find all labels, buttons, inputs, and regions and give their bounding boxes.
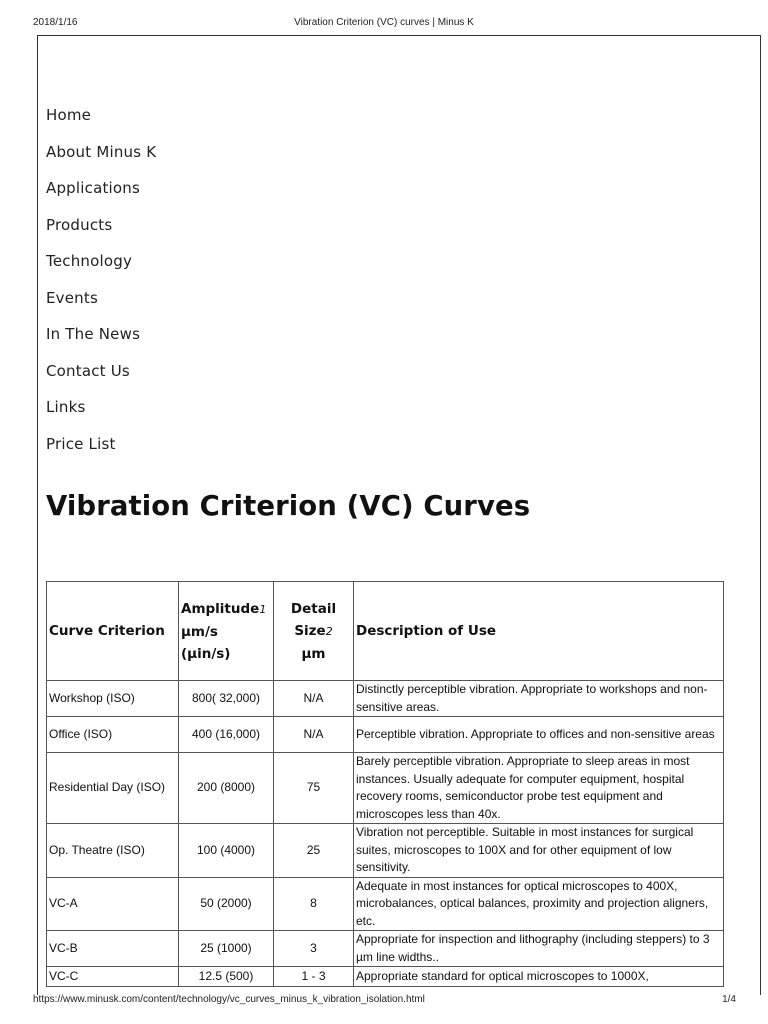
nav-item-technology[interactable] bbox=[46, 250, 156, 287]
nav-link-news[interactable]: In The News bbox=[46, 325, 141, 343]
row-detail-size: 1 - 3 bbox=[274, 967, 354, 987]
row-description: Vibration not perceptible. Suitable in most instances for surgical suites, microscopes to 100X and for other equipment of low sensitivity. bbox=[354, 824, 724, 878]
row-detail-size: N/A bbox=[274, 717, 354, 753]
vc-curves-table bbox=[46, 581, 724, 987]
row-amplitude: 400 (16,000) bbox=[179, 717, 274, 753]
nav-link-technology[interactable]: Technology bbox=[46, 252, 133, 270]
nav-link-links[interactable]: Links bbox=[46, 398, 86, 416]
nav-item-events[interactable] bbox=[46, 287, 156, 324]
table-row bbox=[47, 681, 724, 717]
nav-item-products[interactable] bbox=[46, 214, 156, 251]
header-description: Description of Use bbox=[354, 582, 724, 681]
table-row bbox=[47, 877, 724, 931]
header-amplitude: Amplitude1 µm/s (µin/s) bbox=[179, 582, 274, 681]
nav-item-links[interactable] bbox=[46, 396, 156, 433]
row-description: Appropriate standard for optical microscopes to 1000X, bbox=[354, 967, 724, 987]
row-amplitude: 200 (8000) bbox=[179, 753, 274, 824]
table-row bbox=[47, 967, 724, 987]
table-header-row bbox=[47, 582, 724, 681]
nav-link-about[interactable]: About Minus K bbox=[46, 142, 157, 161]
header-curve-criterion: Curve Criterion bbox=[47, 582, 179, 681]
row-description: Perceptible vibration. Appropriate to offices and non-sensitive areas bbox=[354, 717, 724, 753]
table-row bbox=[47, 753, 724, 824]
nav-link-home[interactable]: Home bbox=[46, 106, 92, 124]
nav-link-contact[interactable]: Contact Us bbox=[46, 361, 130, 380]
nav-link-products[interactable]: Products bbox=[46, 215, 113, 234]
page-content bbox=[37, 35, 761, 995]
row-description: Barely perceptible vibration. Appropriate to sleep areas in most instances. Usually adequate for computer equipment, hospital recovery rooms, semiconductor probe test equipment and microscopes less than 40x. bbox=[354, 753, 724, 824]
row-amplitude: 12.5 (500) bbox=[179, 967, 274, 987]
row-description: Distinctly perceptible vibration. Appropriate to workshops and non-sensitive areas. bbox=[354, 681, 724, 717]
row-amplitude: 25 (1000) bbox=[179, 931, 274, 967]
row-detail-size: 3 bbox=[274, 931, 354, 967]
row-amplitude: 50 (2000) bbox=[179, 877, 274, 931]
nav-item-about[interactable] bbox=[46, 141, 156, 178]
nav-link-events[interactable]: Events bbox=[46, 288, 98, 307]
nav-item-applications[interactable] bbox=[46, 177, 156, 214]
print-page-number: 1/4 bbox=[722, 994, 736, 1005]
nav-item-price-list[interactable] bbox=[46, 433, 156, 470]
row-criterion: VC-C bbox=[47, 967, 179, 987]
row-criterion: VC-B bbox=[47, 931, 179, 967]
print-footer bbox=[0, 994, 768, 1008]
row-detail-size: 8 bbox=[274, 877, 354, 931]
row-criterion: Op. Theatre (ISO) bbox=[47, 824, 179, 878]
print-page-title: Vibration Criterion (VC) curves | Minus K bbox=[294, 17, 474, 28]
header-detail-size: Detail Size2 µm bbox=[274, 582, 354, 681]
print-url: https://www.minusk.com/content/technology/vc_curves_minus_k_vibration_isolation.html bbox=[33, 994, 425, 1005]
nav-item-news[interactable] bbox=[46, 323, 156, 360]
print-header bbox=[0, 17, 768, 31]
row-criterion: Residential Day (ISO) bbox=[47, 753, 179, 824]
nav-link-price-list[interactable]: Price List bbox=[46, 434, 116, 453]
row-description: Appropriate for inspection and lithography (including steppers) to 3 µm line widths.. bbox=[354, 931, 724, 967]
row-amplitude: 100 (4000) bbox=[179, 824, 274, 878]
row-detail-size: 25 bbox=[274, 824, 354, 878]
nav-item-home[interactable] bbox=[46, 104, 156, 141]
table-row bbox=[47, 717, 724, 753]
print-date: 2018/1/16 bbox=[33, 17, 78, 28]
row-criterion: Workshop (ISO) bbox=[47, 681, 179, 717]
main-nav bbox=[46, 104, 156, 469]
row-criterion: VC-A bbox=[47, 877, 179, 931]
page-heading: Vibration Criterion (VC) Curves bbox=[46, 490, 531, 522]
row-detail-size: N/A bbox=[274, 681, 354, 717]
row-detail-size: 75 bbox=[274, 753, 354, 824]
table-row bbox=[47, 824, 724, 878]
nav-item-contact[interactable] bbox=[46, 360, 156, 397]
row-amplitude: 800( 32,000) bbox=[179, 681, 274, 717]
nav-link-applications[interactable]: Applications bbox=[46, 179, 141, 197]
table-row bbox=[47, 931, 724, 967]
row-criterion: Office (ISO) bbox=[47, 717, 179, 753]
row-description: Adequate in most instances for optical microscopes to 400X, microbalances, optical balances, proximity and projection aligners, etc. bbox=[354, 877, 724, 931]
